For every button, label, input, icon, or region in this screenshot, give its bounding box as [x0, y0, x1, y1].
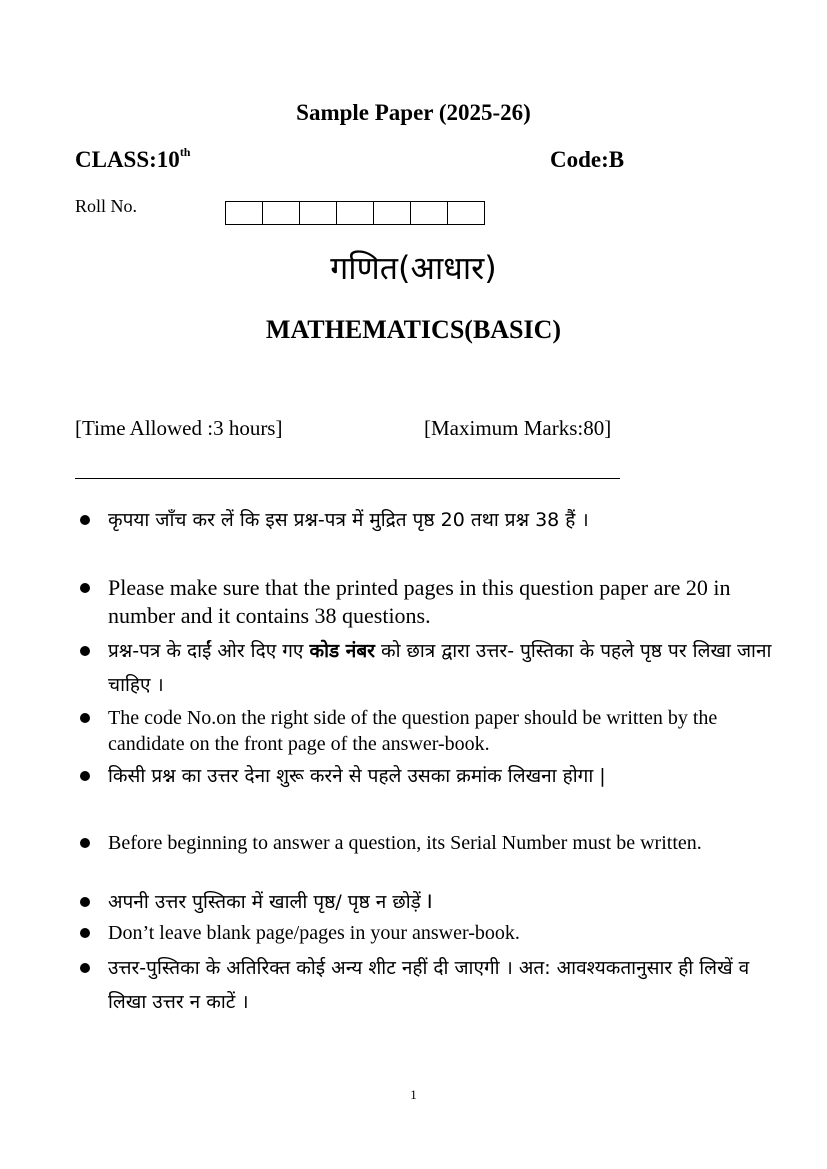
- instruction-item: [75, 885, 775, 919]
- instruction-item: [75, 920, 775, 946]
- bullet-icon: [80, 515, 90, 525]
- instruction-item: [75, 634, 775, 702]
- bullet-icon: [80, 646, 90, 656]
- bullet-icon: [80, 838, 90, 848]
- class-value: CLASS:10: [75, 147, 180, 172]
- instruction-text: Before beginning to answer a question, its Serial Number must be written.: [108, 832, 702, 854]
- bullet-icon: [80, 963, 90, 973]
- roll-number-box: [262, 201, 300, 225]
- roll-number-boxes: [226, 201, 485, 225]
- roll-number-box: [373, 201, 411, 225]
- instruction-item: [75, 951, 775, 1019]
- instruction-text: किसी प्रश्न का उत्तर देना शुरू करने से पहले उसका क्रमांक लिखना होगा |: [108, 765, 606, 787]
- class-label: [75, 147, 190, 173]
- roll-number-box: [225, 201, 263, 225]
- bullet-icon: [80, 583, 90, 593]
- bullet-icon: [80, 771, 90, 781]
- bullet-icon: [80, 928, 90, 938]
- subject-title-hindi: गणित(आधार): [330, 249, 497, 287]
- maximum-marks: [Maximum Marks:80]: [424, 416, 612, 440]
- paper-title: Sample Paper (2025-26): [296, 100, 531, 125]
- subject-title-english: MATHEMATICS(BASIC): [265, 315, 562, 344]
- code-label: Code:B: [550, 147, 625, 172]
- instruction-text: The code No.on the right side of the question paper should be written by the candidate on the front page of the answer-book.: [108, 707, 718, 755]
- instruction-item: [75, 503, 775, 537]
- instruction-text: उत्तर-पुस्तिका के अतिरिक्त कोई अन्य शीट नहीं दी जाएगी । अत: आवश्यकतानुसार ही लिखें व लिखा उत्तर न काटें ।: [108, 957, 750, 1013]
- instruction-text: Please make sure that the printed pages in this question paper are 20 in number and it contains 38 questions.: [108, 575, 731, 628]
- instruction-text: [108, 634, 775, 702]
- roll-number-box: [410, 201, 448, 225]
- roll-number-box: [336, 201, 374, 225]
- divider-line: [75, 478, 620, 479]
- instruction-item: [75, 705, 775, 757]
- roll-number-label: Roll No.: [75, 196, 138, 216]
- class-superscript: th: [179, 145, 191, 160]
- bullet-icon: [80, 897, 90, 907]
- instruction-item: [75, 574, 775, 630]
- instruction-text-part: प्रश्न-पत्र के दाईं ओर दिए गए: [108, 640, 310, 662]
- code-number-emphasis: कोड नंबर: [309, 640, 375, 662]
- page-number: 1: [410, 1087, 417, 1102]
- instruction-text-part: को छात्र द्वारा उत्तर- पुस्तिका के पहले पृष्ठ पर लिखा जाना चाहिए ।: [108, 640, 772, 696]
- instruction-item: [75, 759, 775, 793]
- roll-number-box: [447, 201, 485, 225]
- instruction-item: [75, 830, 775, 856]
- roll-number-box: [299, 201, 337, 225]
- instruction-text: Don’t leave blank page/pages in your answer-book.: [108, 922, 520, 944]
- bullet-icon: [80, 713, 90, 723]
- instruction-text: कृपया जाँच कर लें कि इस प्रश्न-पत्र में मुद्रित पृष्ठ 20 तथा प्रश्न 38 हैं ।: [108, 509, 589, 531]
- instruction-text: अपनी उत्तर पुस्तिका में खाली पृष्ठ/ पृष्ठ न छोड़ें I: [108, 891, 433, 913]
- time-allowed: [Time Allowed :3 hours]: [75, 416, 283, 440]
